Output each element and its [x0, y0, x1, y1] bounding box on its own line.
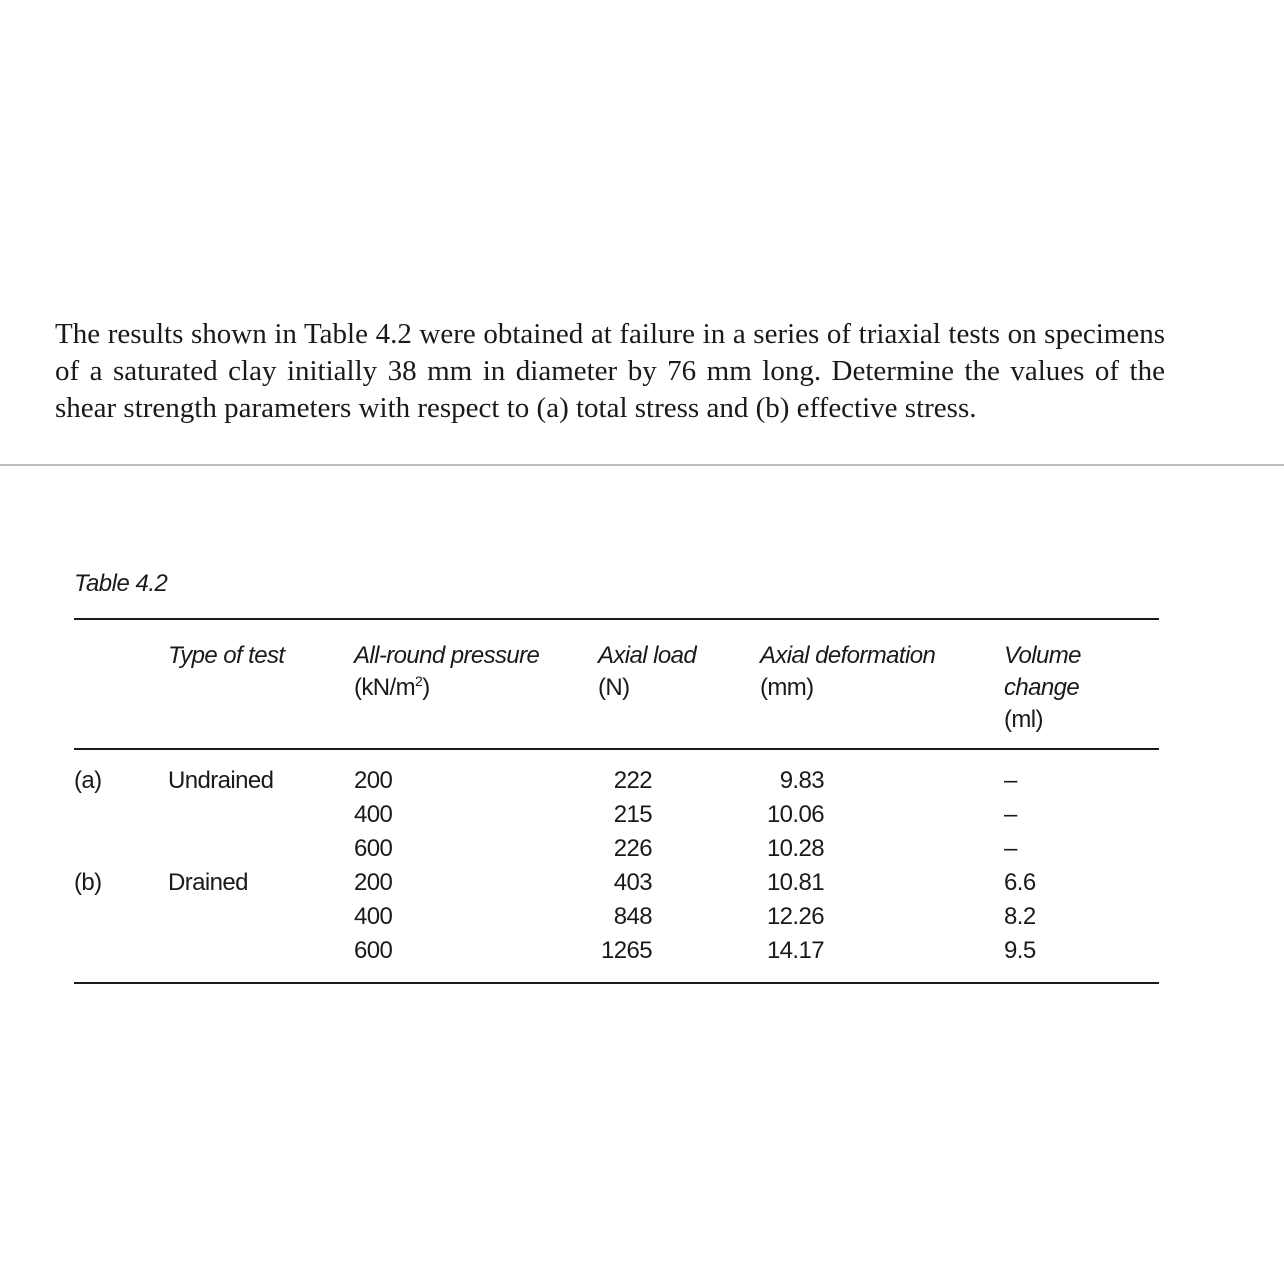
- load-cell: [598, 934, 760, 983]
- deformation-cell: [760, 934, 1004, 983]
- header-volume-label: Volume change: [1004, 642, 1081, 701]
- row-label: [74, 798, 168, 832]
- volume-value: –: [1004, 835, 1017, 862]
- header-volume-unit: (ml): [1004, 706, 1043, 733]
- volume-value: –: [1004, 801, 1017, 828]
- table-row: [74, 866, 1159, 900]
- row-label: (a): [74, 767, 102, 794]
- deformation-cell: [760, 832, 1004, 866]
- deformation-cell: [760, 866, 1004, 900]
- load-value: 215: [613, 801, 652, 828]
- table-row: [74, 934, 1159, 983]
- header-type-label: Type of test: [168, 642, 285, 669]
- load-cell: [598, 749, 760, 798]
- pressure-unit-close: ): [422, 674, 430, 701]
- row-label: [74, 900, 168, 934]
- pressure-value: 600: [354, 937, 393, 964]
- table-row: [74, 832, 1159, 866]
- deformation-value: 9.83: [779, 767, 824, 794]
- header-type-of-test: [168, 619, 354, 749]
- header-pressure-unit: [354, 672, 598, 704]
- load-cell: [598, 832, 760, 866]
- row-label: [74, 832, 168, 866]
- table-header-row: [74, 619, 1159, 749]
- pressure-value: 200: [354, 869, 393, 896]
- header-all-round-pressure: [354, 619, 598, 749]
- load-value: 403: [613, 869, 652, 896]
- header-load-label: Axial load: [598, 642, 697, 669]
- test-type: [168, 900, 354, 934]
- pressure-value: 400: [354, 801, 393, 828]
- volume-value: 8.2: [1004, 903, 1036, 930]
- load-value: 222: [613, 767, 652, 794]
- row-label: (b): [74, 869, 102, 896]
- volume-value: –: [1004, 767, 1017, 794]
- load-value: 1265: [601, 937, 652, 964]
- load-value: 848: [613, 903, 652, 930]
- header-axial-deformation: [760, 619, 1004, 749]
- test-type: [168, 832, 354, 866]
- problem-statement: The results shown in Table 4.2 were obtained at failure in a series of triaxial tests on specimens of a saturated clay initially 38 mm in diameter by 76 mm long. Determine the values of the shear strength parameters with respect to (a) total stress and (b) effective stress.: [55, 318, 1165, 424]
- table-row: [74, 749, 1159, 798]
- pressure-unit-base: (kN/m: [354, 674, 415, 701]
- header-label-blank: [74, 619, 168, 749]
- deformation-value: 12.26: [766, 903, 824, 930]
- deformation-value: 10.28: [766, 835, 824, 862]
- load-cell: [598, 798, 760, 832]
- table-row: [74, 900, 1159, 934]
- deformation-value: 10.06: [766, 801, 824, 828]
- table-caption: Table 4.2: [74, 570, 168, 597]
- header-pressure-label: All-round pressure: [354, 642, 540, 669]
- test-type: Undrained: [168, 767, 274, 794]
- page-divider: [0, 464, 1284, 466]
- test-type: Drained: [168, 869, 248, 896]
- deformation-value: 10.81: [766, 869, 824, 896]
- load-cell: [598, 900, 760, 934]
- header-deformation-label: Axial deformation: [760, 642, 936, 669]
- pressure-value: 600: [354, 835, 393, 862]
- volume-value: 6.6: [1004, 869, 1036, 896]
- deformation-cell: [760, 749, 1004, 798]
- triaxial-results-table: [74, 618, 1159, 984]
- test-type: [168, 798, 354, 832]
- header-deformation-unit: (mm): [760, 674, 814, 701]
- load-cell: [598, 866, 760, 900]
- row-label: [74, 934, 168, 983]
- deformation-value: 14.17: [766, 937, 824, 964]
- table-row: [74, 798, 1159, 832]
- deformation-cell: [760, 900, 1004, 934]
- header-volume-change: [1004, 619, 1159, 749]
- pressure-unit-exponent: 2: [415, 673, 423, 689]
- deformation-cell: [760, 798, 1004, 832]
- test-type: [168, 934, 354, 983]
- header-axial-load: [598, 619, 760, 749]
- load-value: 226: [613, 835, 652, 862]
- pressure-value: 200: [354, 767, 393, 794]
- volume-value: 9.5: [1004, 937, 1036, 964]
- pressure-value: 400: [354, 903, 393, 930]
- header-load-unit: (N): [598, 674, 630, 701]
